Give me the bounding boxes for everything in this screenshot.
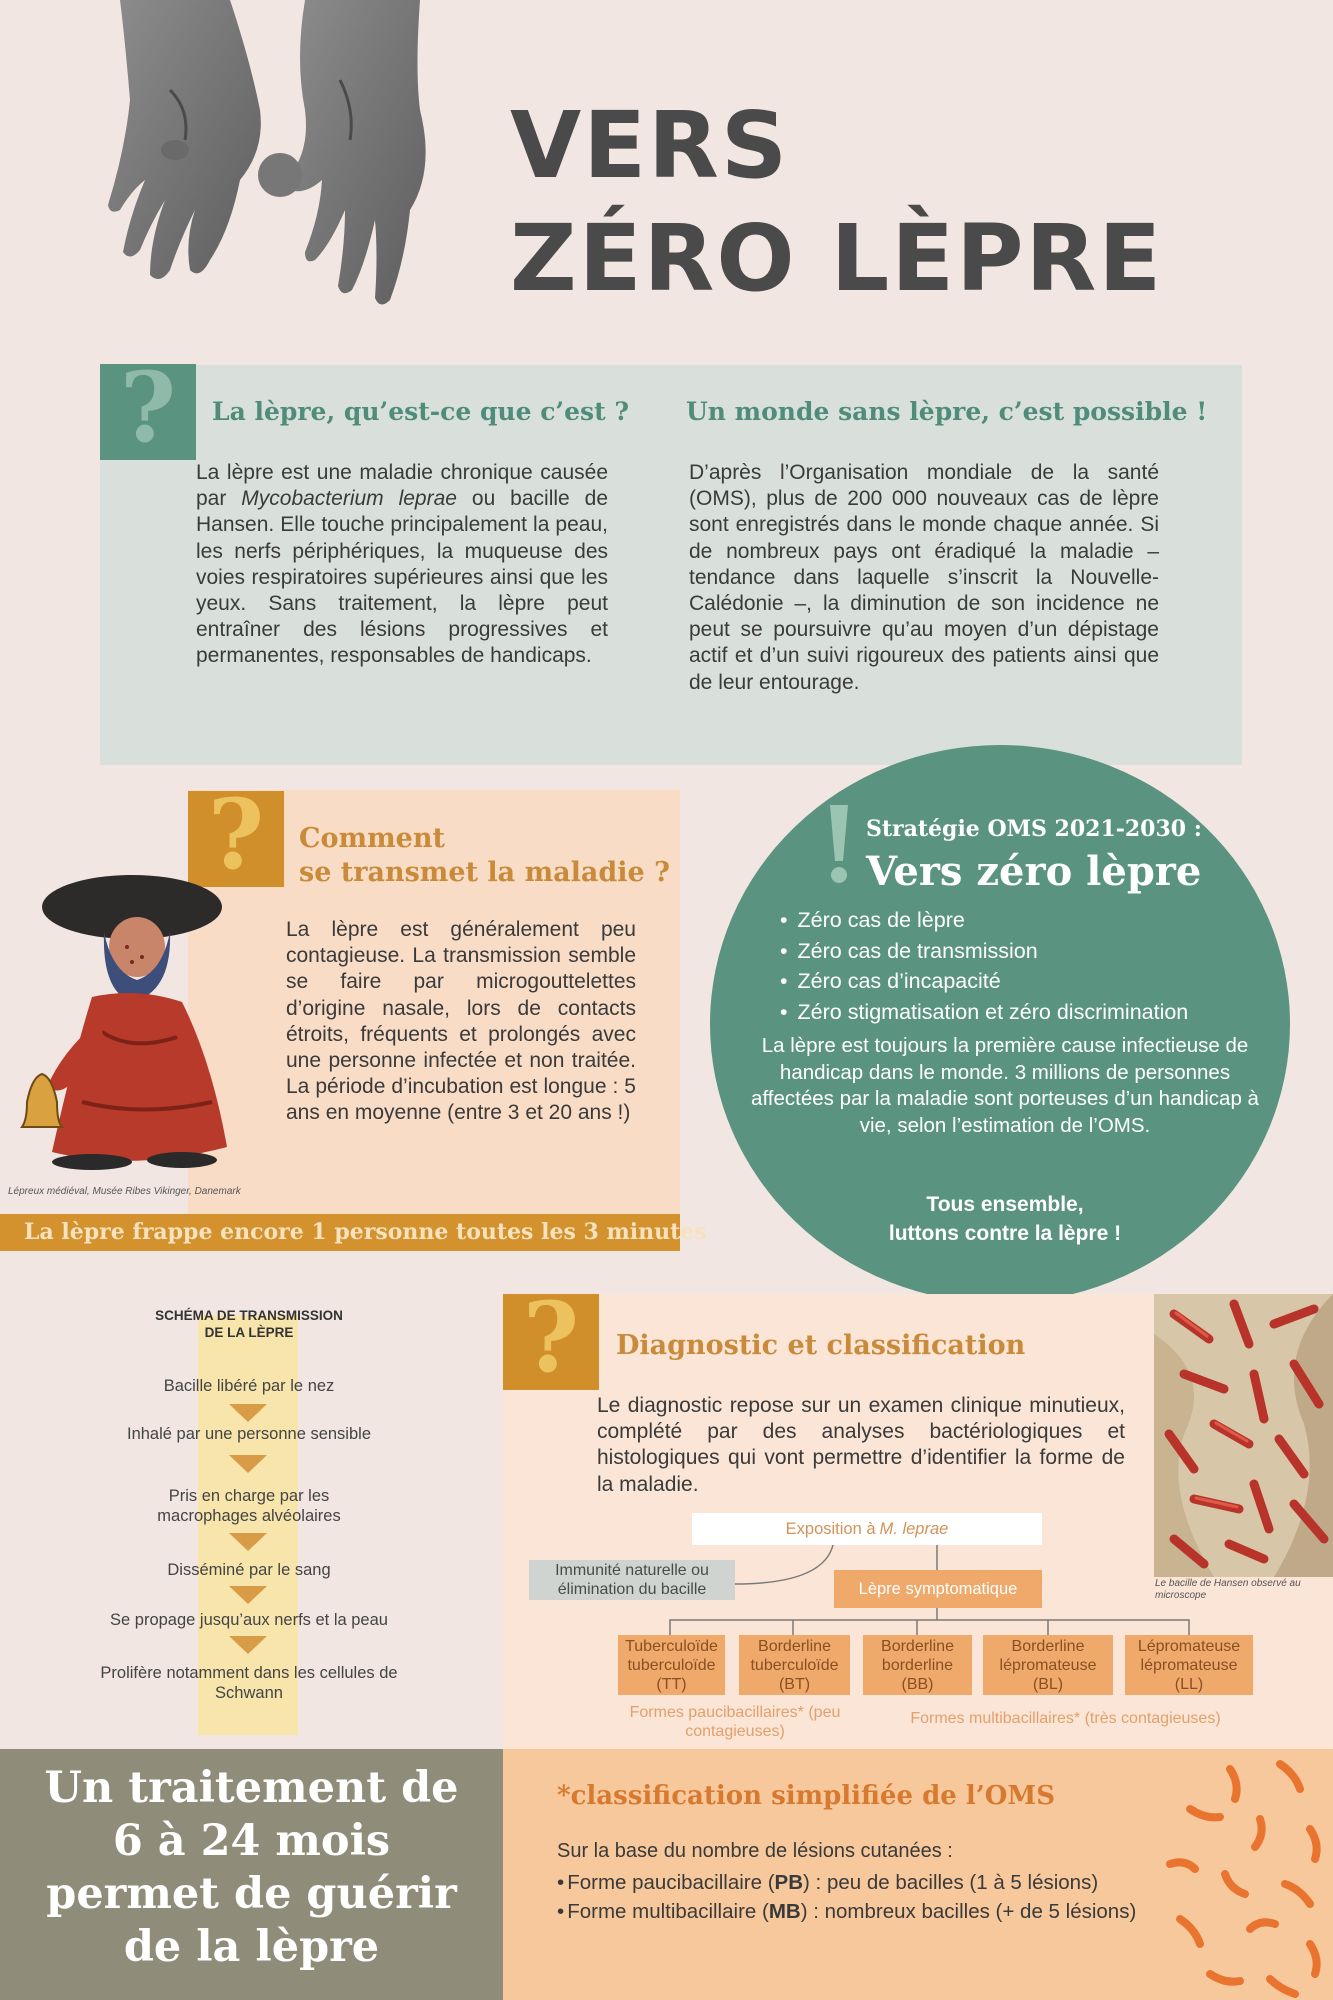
classification-intro: Sur la base du nombre de lésions cutanées : <box>557 1840 953 1862</box>
question-mark-icon: ? <box>188 791 284 887</box>
arrow-down-icon <box>229 1636 267 1654</box>
exposure-node: Exposition à M. leprae <box>692 1513 1042 1545</box>
list-item: • Zéro cas de transmission <box>780 936 1188 967</box>
schema-step: Prolifère notamment dans les cellules de Schwann <box>100 1664 398 1702</box>
what-paragraph: La lèpre est une maladie chronique causée par Mycobacterium leprae ou bacille de Hansen. Elle touche principalement la peau, les nerfs périphériques, la muqueuse des voies respiratoires supérieures ainsi que les yeux. Sans traitement, la lèpre peut entraîner des lésions progressives et permanentes, responsables de handicaps. <box>196 461 608 668</box>
arrow-down-icon <box>229 1533 267 1551</box>
classification-heading: *classification simplifiée de l’OMS <box>557 1781 1055 1811</box>
form-bl: Borderline lépromateuse (BL) <box>983 1635 1113 1695</box>
what-heading: La lèpre, qu’est-ce que c’est ? <box>212 397 630 426</box>
illustration-caption: Lépreux médiéval, Musée Ribes Vikinger, Danemark <box>8 1186 241 1197</box>
classification-list <box>557 1868 1136 1926</box>
immunity-node: Immunité naturelle ou élimination du bacille <box>529 1560 735 1600</box>
transmission-paragraph: La lèpre est généralement peu contagieuse. La transmission semble se faire par microgouttelettes d’origine nasale, lors de contacts étroits, fréquents et prolongés avec une personne infectée et non traitée. La période d’incubation est longue : 5 ans en moyenne (entre 3 et 20 ans !) <box>286 918 636 1125</box>
question-mark-icon: ? <box>503 1294 599 1390</box>
page-title-line-1: VERS <box>510 92 790 199</box>
bacilli-decoration <box>1150 1749 1333 2000</box>
transmission-heading: Comment se transmet la maladie ? <box>299 823 670 888</box>
schema-step: Bacille libéré par le nez <box>163 1377 335 1395</box>
exclamation-icon <box>826 805 852 885</box>
arrow-down-icon <box>229 1455 267 1473</box>
schema-step: Se propage jusqu’aux nerfs et la peau <box>110 1611 388 1629</box>
medieval-leper-illustration <box>12 862 237 1180</box>
form-bb: Borderline borderline (BB) <box>863 1635 972 1695</box>
world-paragraph: D’après l’Organisation mondiale de la santé (OMS), plus de 200 000 nouveaux cas de lèpre sont enregistrés dans le monde chaque année. Si de nombreux pays ont éradiqué la maladie – tendance dans laquelle s’inscrit la Nouvelle-Calédonie –, la diminution de son incidence ne peut se poursuivre qu’au moyen d’un dépistage actif et d’un suivi rigoureux des patients ainsi que de leur entourage. <box>689 461 1159 694</box>
schema-title: SCHÉMA DE TRANSMISSION DE LA LÈPRE <box>155 1308 343 1340</box>
oms-paragraph: La lèpre est toujours la première cause infectieuse de handicap dans le monde. 3 millions de personnes affectées par la maladie sont porteuses d’un handicap à vie, selon l’estimation de l’OMS. <box>751 1034 1259 1137</box>
oms-call-to-action: Tous ensemble, luttons contre la lèpre ! <box>888 1193 1122 1245</box>
multibacillary-label: Formes multibacillaires* (très contagieuses) <box>910 1710 1221 1727</box>
list-item: • Zéro cas de lèpre <box>780 905 1188 936</box>
form-tt: Tuberculoïde tuberculoïde (TT) <box>618 1635 725 1695</box>
schema-step: Pris en charge par les macrophages alvéolaires <box>157 1487 341 1525</box>
oms-heading: Vers zéro lèpre <box>866 848 1202 895</box>
diagnostic-heading: Diagnostic et classification <box>616 1330 1026 1361</box>
schema-step: Inhalé par une personne sensible <box>126 1425 371 1443</box>
question-mark-icon: ? <box>100 364 196 460</box>
form-bt: Borderline tuberculoïde (BT) <box>739 1635 850 1695</box>
hands-illustration <box>90 0 450 310</box>
photo-caption: Le bacille de Hansen observé au microscope <box>1155 1578 1301 1601</box>
list-item: • Zéro cas d’incapacité <box>780 966 1188 997</box>
arrow-down-icon <box>229 1586 267 1604</box>
treatment-statement: Un traitement de 6 à 24 mois permet de guérir de la lèpre <box>44 1763 459 1972</box>
world-heading: Un monde sans lèpre, c’est possible ! <box>686 397 1208 426</box>
list-item: • Forme paucibacillaire (PB) : peu de bacilles (1 à 5 lésions) <box>557 1868 1136 1897</box>
list-item: • Forme multibacillaire (MB) : nombreux bacilles (+ de 5 lésions) <box>557 1897 1136 1926</box>
paucibacillary-label: Formes paucibacillaires* (peu contagieuses) <box>629 1704 841 1740</box>
symptomatic-node: Lèpre symptomatique <box>834 1570 1042 1608</box>
schema-step: Disséminé par le sang <box>167 1561 331 1579</box>
diagnostic-paragraph: Le diagnostic repose sur un examen clinique minutieux, complété par des analyses bactériologiques et histologiques qui vont permettre d’identifier la forme de la maladie. <box>597 1394 1125 1496</box>
page-title-line-2: ZÉRO LÈPRE <box>510 205 1164 312</box>
form-ll: Lépromateuse lépromateuse (LL) <box>1125 1635 1253 1695</box>
banner-text: La lèpre frappe encore 1 personne toutes les 3 minutes <box>24 1219 707 1245</box>
oms-kicker: Stratégie OMS 2021-2030 : <box>866 816 1202 842</box>
arrow-down-icon <box>229 1404 267 1422</box>
oms-goals-list <box>780 905 1188 1027</box>
list-item: • Zéro stigmatisation et zéro discrimination <box>780 997 1188 1028</box>
